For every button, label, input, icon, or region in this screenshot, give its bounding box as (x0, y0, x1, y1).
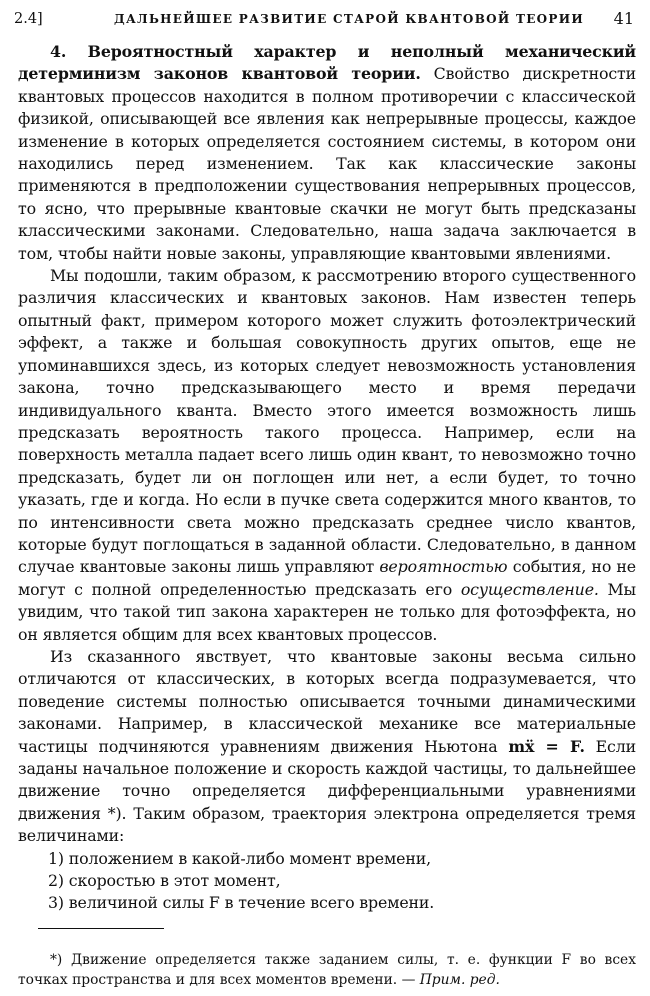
paragraph-3-part-b: Если заданы начальное положение и скорость каждой частицы, то дальнейшее движение точно определяется дифференциальными уравнениями движения *). Таким образом, траектория электрона определяется тремя величинами: (18, 736, 636, 846)
paragraph-2-part-a: Мы подошли, таким образом, к рассмотрению второго существенного различия классических и квантовых законов. Нам известен теперь опытный факт, примером которого может служить фотоэлектрический эффект, а также и большая совокупность других опытов, еще не упоминавшихся здесь, из которых следует невозможность установления закона, точно предсказывающего место и время передачи индивидуального кванта. Вместо этого имеется возможность лишь предсказать вероятность такого процесса. Например, если на поверхность металла падает всего лишь один квант, то невозможно точно предсказать, будет ли он поглощен или нет, а если будет, то точно указать, где и когда. Но если в пучке света содержится много квантов, то по интенсивности света можно предсказать среднее число квантов, которые будут поглощаться в заданной области. Следовательно, в данном случае квантовые законы лишь управляют (18, 266, 636, 577)
paragraph-3-part-a: Из сказанного явствует, что квантовые законы весьма сильно отличаются от классических, в которых всегда подразумевается, что поведение системы полностью описывается точными динамическими законами. Например, в классической механике все материальные частицы подчиняются уравнениям движения Ньютона (18, 646, 636, 756)
chapter-title: ДАЛЬНЕЙШЕЕ РАЗВИТИЕ СТАРОЙ КВАНТОВОЙ ТЕОРИИ (114, 12, 585, 26)
body-text (18, 41, 636, 915)
section-number: 2.4] (14, 11, 43, 27)
emphasis-probability: вероятностью (379, 557, 508, 577)
paragraph-2-part-b: события, но не могут с полной определенностью предсказать его (18, 557, 636, 599)
editor-note: Прим. ред. (419, 972, 500, 988)
paragraph-2-part-c: Мы увидим, что такой тип закона характерен не только для фотоэффекта, но он является общим для всех квантовых процессов. (18, 579, 636, 644)
footnote (18, 950, 636, 990)
paragraph-2 (18, 265, 636, 646)
page-number: 41 (613, 9, 634, 28)
emphasis-realization: осуществление. (460, 579, 599, 599)
footnote-divider (38, 928, 164, 929)
footnote-text: *) Движение определяется также заданием силы, т. е. функции F во всех точках пространства и для всех моментов времени. — (18, 952, 636, 988)
paragraph-1-text: Свойство дискретности квантовых процессов находится в полном противоречии с классической физикой, описывающей все явления как непрерывные процессы, каждое изменение в которых определяется состоянием системы, в котором они находились перед изменением. Так как классические законы применяются в предположении существования непрерывных процессов, то ясно, что прерывные квантовые скачки не могут быть предсказаны классическими законами. Следовательно, наша задача заключается в том, чтобы найти новые законы, управляющие квантовыми явлениями. (18, 64, 636, 263)
list-item: 2) скоростью в этот момент, (48, 871, 281, 891)
running-header (14, 8, 636, 30)
quantities-list (18, 848, 636, 915)
paragraph-1 (18, 41, 636, 265)
section-heading: 4. Вероятностный характер и неполный механический детерминизм законов квантовой теории. (18, 42, 636, 84)
list-item: 1) положением в какой-либо момент времени, (48, 848, 431, 868)
list-item: 3) величиной силы F в течение всего времени. (48, 893, 435, 913)
paragraph-3 (18, 646, 636, 848)
newton-equation: mẍ = F. (508, 736, 585, 756)
